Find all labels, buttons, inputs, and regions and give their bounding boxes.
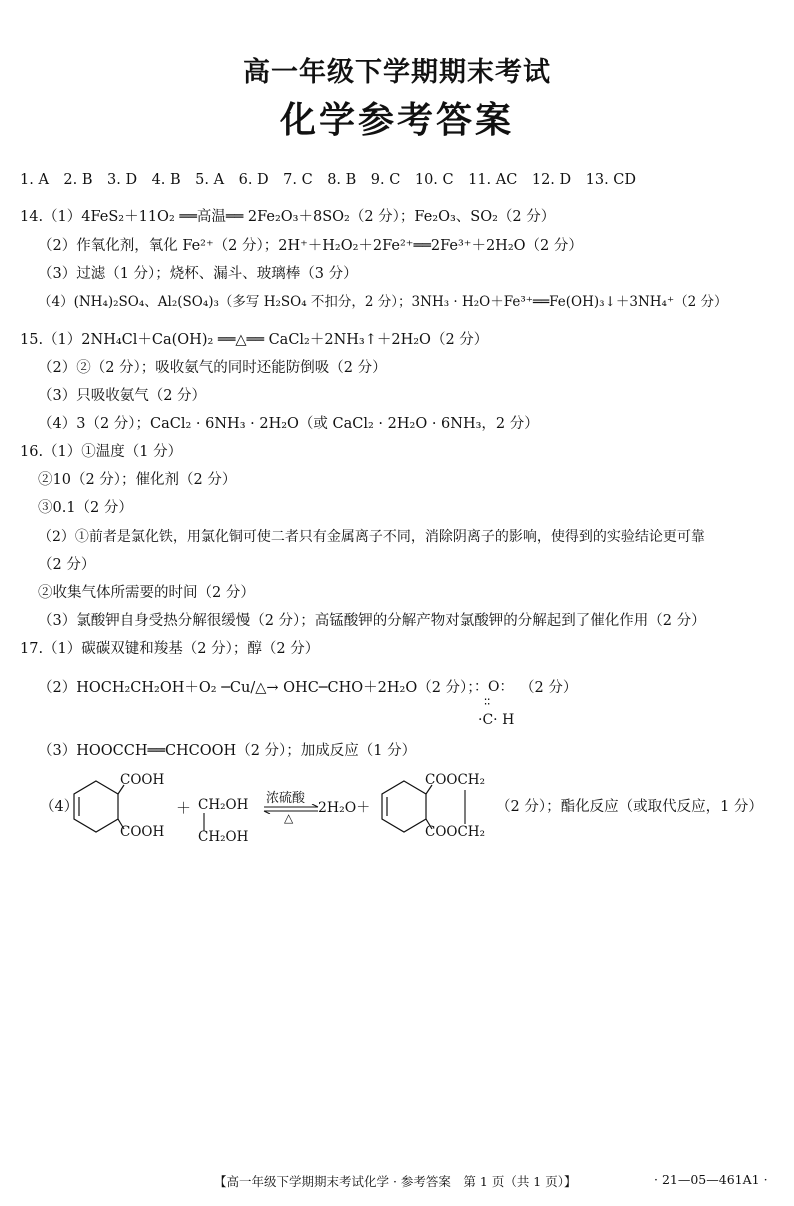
answer-14-2: （2）作氧化剂，氧化 Fe²⁺（2 分）；2H⁺＋H₂O₂＋2Fe²⁺══2Fe³⁺＋2H₂O（2 分）: [38, 238, 583, 254]
answer-17-2-score: （2 分）: [520, 680, 578, 696]
answer-16-4: （2）①前者是氯化铁，用氯化铜可使二者只有金属离子不同，消除阴离子的影响，使得到的实验结论更可靠: [38, 529, 705, 545]
reactant-cooh-bottom: COOH: [120, 824, 165, 840]
page-subtitle: 化学参考答案: [279, 100, 514, 141]
condition-acid: 浓硫酸: [266, 791, 306, 806]
lewis-dots: ∶∶: [484, 695, 491, 709]
answer-16-7: （3）氯酸钾自身受热分解很缓慢（2 分）；高锰酸钾的分解产物对氯酸钾的分解起到了催化作用（2 分）: [38, 613, 706, 629]
condition-heat: △: [284, 811, 294, 825]
answer-17-4-tail: （2 分）；酯化反应（或取代反应，1 分）: [496, 799, 763, 815]
answer-14-3: （3）过滤（1 分）；烧杯、漏斗、玻璃棒（3 分）: [38, 266, 358, 282]
answer-15-2: （2）②（2 分）；吸收氨气的同时还能防倒吸（2 分）: [38, 360, 387, 376]
lewis-c-h: ·C· H: [478, 712, 515, 728]
glycol-top: CH₂OH: [198, 797, 249, 813]
product-water: 2H₂O＋: [318, 800, 371, 816]
answer-15-1: 15.（1）2NH₄Cl＋Ca(OH)₂ ══△══ CaCl₂＋2NH₃↑＋2H₂O（2 分）: [20, 332, 489, 348]
footer-code: · 21—05—461A1 ·: [654, 1172, 768, 1187]
answer-14-4: （4）(NH₄)₂SO₄、Al₂(SO₄)₃（多写 H₂SO₄ 不扣分，2 分）；3NH₃ · H₂O＋Fe³⁺══Fe(OH)₃↓＋3NH₄⁺（2 分）: [38, 294, 728, 310]
answer-15-3: （3）只吸收氨气（2 分）: [38, 388, 207, 404]
answer-16-5: （2 分）: [38, 557, 96, 573]
lewis-o: ：O：: [474, 679, 514, 695]
glycol-bottom: CH₂OH: [198, 829, 249, 845]
plus-sign: ＋: [176, 799, 192, 817]
answer-15-4: （4）3（2 分）；CaCl₂ · 6NH₃ · 2H₂O（或 CaCl₂ · 2H₂O · 6NH₃，2 分）: [38, 416, 539, 432]
ester-bond: [462, 790, 468, 824]
reactant-cooh-top: COOH: [120, 772, 165, 788]
answer-14-1: 14.（1）4FeS₂＋11O₂ ══高温══ 2Fe₂O₃＋8SO₂（2 分）；Fe₂O₃、SO₂（2 分）: [20, 209, 556, 225]
answer-17-3: （3）HOOCCH══CHCOOH（2 分）；加成反应（1 分）: [38, 743, 417, 759]
product-cooch2-top: COOCH₂: [425, 772, 485, 788]
answer-17-2: （2）HOCH₂CH₂OH＋O₂ ─Cu/△→ OHC─CHO＋2H₂O（2 分）；: [38, 680, 482, 696]
cyclohexene-ring-1: [66, 775, 126, 845]
answer-mc: 1. A 2. B 3. D 4. B 5. A 6. D 7. C 8. B 9. C 10. C 11. AC 12. D 13. CD: [20, 172, 637, 188]
answer-17-4-label: （4）: [40, 799, 79, 815]
footer-page-info: 【高一年级下学期期末考试化学 · 参考答案 第 1 页（共 1 页）】: [214, 1174, 577, 1189]
answer-16-2: ②10（2 分）；催化剂（2 分）: [38, 472, 237, 488]
answer-17-1: 17.（1）碳碳双键和羧基（2 分）；醇（2 分）: [20, 641, 320, 657]
answer-16-3: ③0.1（2 分）: [38, 500, 133, 516]
answer-16-6: ②收集气体所需要的时间（2 分）: [38, 585, 255, 601]
answer-16-1: 16.（1）①温度（1 分）: [20, 444, 183, 460]
page-title: 高一年级下学期期末考试: [243, 57, 551, 88]
product-cooch2-bottom: COOCH₂: [425, 824, 485, 840]
